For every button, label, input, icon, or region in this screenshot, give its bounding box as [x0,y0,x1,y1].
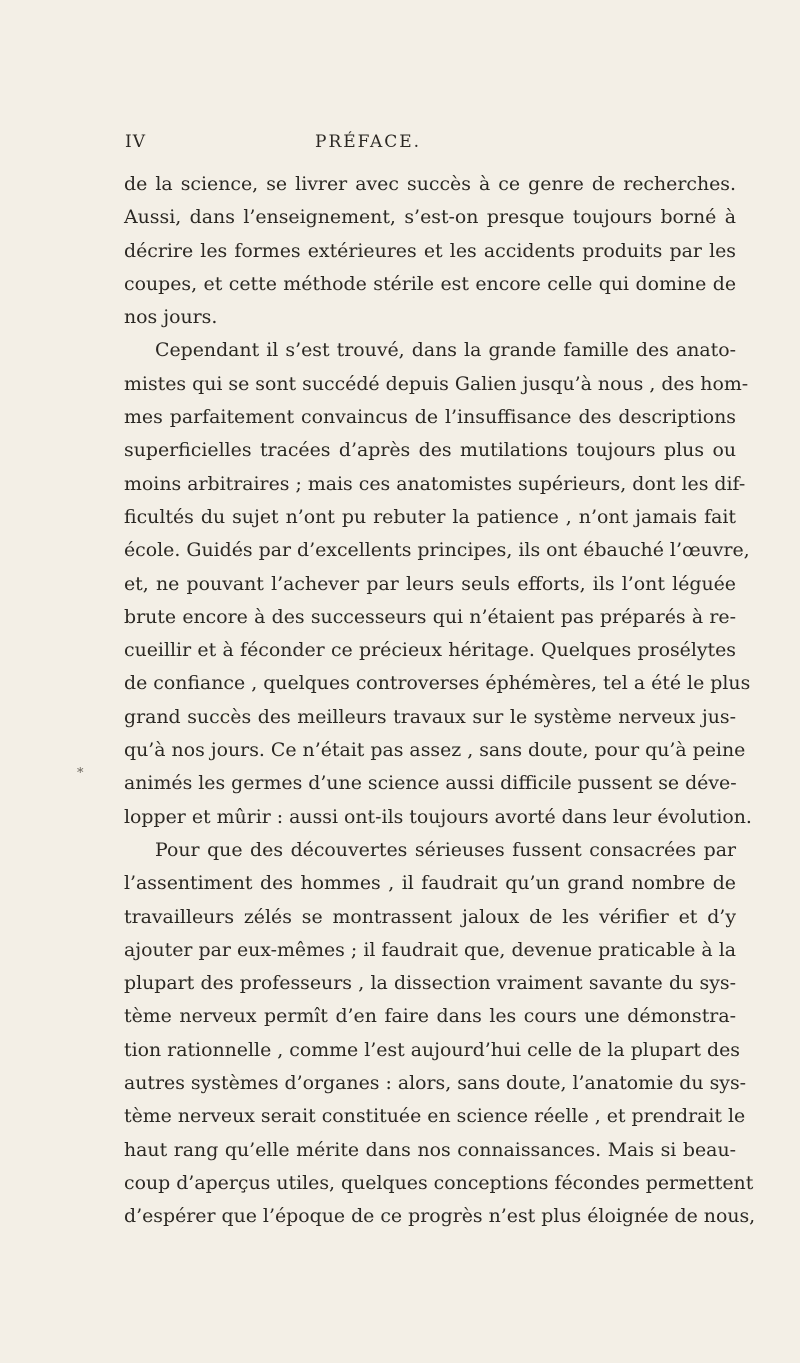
text-line: cueillir et à féconder ce précieux héritage. Quelques prosélytes [124,639,736,662]
text-line: travailleurs zélés se montrassent jaloux de les vérifier et d’y [124,905,736,928]
text-line: d’espérer que l’époque de ce progrès n’est plus éloignée de nous, [124,1205,756,1228]
text-line: haut rang qu’elle mérite dans nos connaissances. Mais si beau- [124,1138,736,1161]
text-line: de confiance , quelques controverses éphémères, tel a été le plus [124,672,751,695]
text-line: Aussi, dans l’enseignement, s’est-on presque toujours borné à [124,206,736,229]
text-line: brute encore à des successeurs qui n’étaient pas préparés à re- [124,605,736,628]
text-line: ajouter par eux-mêmes ; il faudrait que, devenue praticable à la [124,938,736,961]
text-line: mes parfaitement convaincus de l’insuffisance des descriptions [124,406,736,429]
text-line: moins arbitraires ; mais ces anatomistes supérieurs, dont les dif- [124,472,746,495]
text-line: tion rationnelle , comme l’est aujourd’hui celle de la plupart des [124,1038,740,1061]
text-line: plupart des professeurs , la dissection vraiment savante du sys- [124,972,736,995]
text-line: lopper et mûrir : aussi ont-ils toujours avorté dans leur évolution. [124,805,752,828]
paragraph-start-line: Pour que des découvertes sérieuses fussent consacrées par [155,838,736,861]
margin-mark: * [77,766,84,781]
text-line: animés les germes d’une science aussi difficile pussent se déve- [124,772,737,795]
text-line: mistes qui se sont succédé depuis Galien jusqu’à nous , des hom- [124,372,749,395]
text-line: ficultés du sujet n’ont pu rebuter la patience , n’ont jamais fait [124,505,736,528]
text-line: nos jours. [124,306,218,329]
text-line: l’assentiment des hommes , il faudrait qu’un grand nombre de [124,872,736,895]
running-title: PRÉFACE. [315,132,422,152]
text-line: tème nerveux permît d’en faire dans les cours une démonstra- [124,1005,736,1028]
text-line: tème nerveux serait constituée en science réelle , et prendrait le [124,1105,746,1128]
body-text [124,168,756,1234]
text-line: de la science, se livrer avec succès à ce genre de recherches. [124,173,736,195]
page-number: IV [125,132,146,152]
text-line: coup d’aperçus utiles, quelques conceptions fécondes permettent [124,1171,754,1194]
text-line: qu’à nos jours. Ce n’était pas assez , sans doute, pour qu’à peine [124,739,746,762]
text-line: décrire les formes extérieures et les accidents produits par les [124,239,736,262]
text-line: école. Guidés par d’excellents principes, ils ont ébauché l’œuvre, [124,539,750,562]
page-header [125,132,725,162]
text-line: autres systèmes d’organes : alors, sans doute, l’anatomie du sys- [124,1072,747,1095]
paragraph-start-line: Cependant il s’est trouvé, dans la grande famille des anato- [155,339,736,362]
text-line: grand succès des meilleurs travaux sur le système nerveux jus- [124,705,736,728]
text-line: superficielles tracées d’après des mutilations toujours plus ou [124,439,736,462]
text-line: et, ne pouvant l’achever par leurs seuls efforts, ils l’ont léguée [124,572,736,595]
text-line: coupes, et cette méthode stérile est encore celle qui domine de [124,272,736,295]
